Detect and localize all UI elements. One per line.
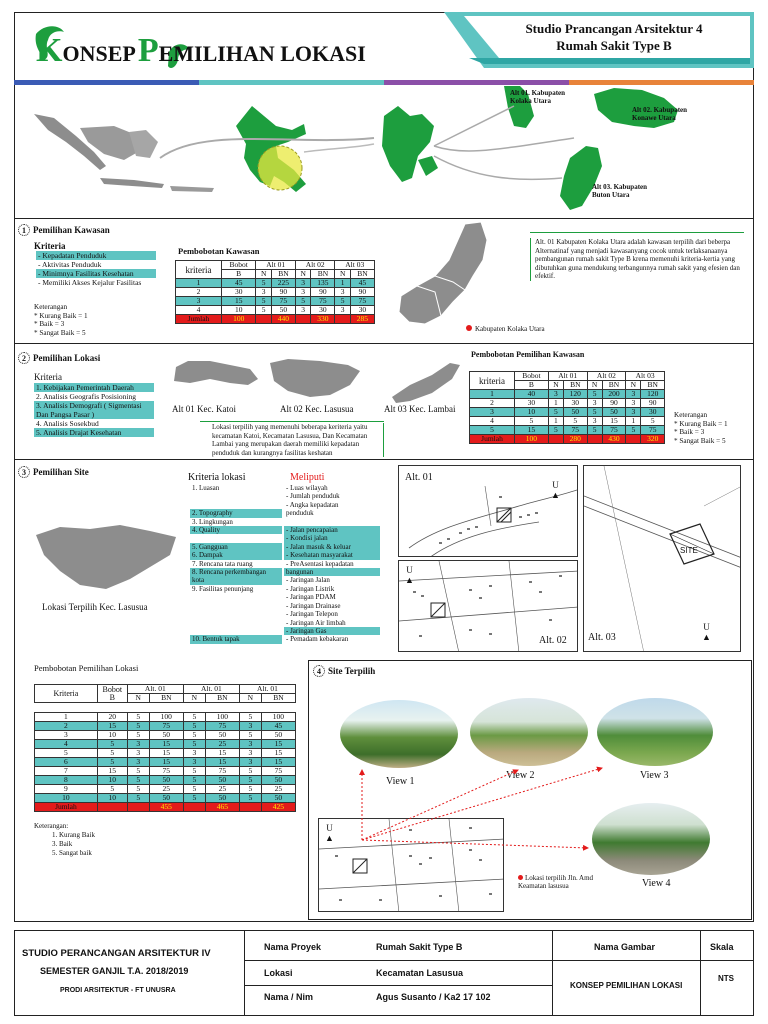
s2-alt03-label: Alt 03 Kec. Lambai [384,404,456,414]
s4-keterangan: Keterangan: 1. Kurang Baik 3. Baik 5. Sangat baik [34,822,95,857]
tb-divider [244,960,552,961]
site-caption: Lokasi terpilih Jln. Amd Keamatan lasusua [518,874,594,890]
table-row: 8 10 5 50 5 50 5 50 [35,776,296,785]
alt03-label: Alt. 03 [588,632,616,643]
section-2-title: 2 Pemilihan Lokasi [18,352,100,364]
table-row: 10 10 5 50 5 50 5 50 [35,794,296,803]
tb-divider [552,930,553,1016]
s2-alt02-label: Alt 02 Kec. Lasusua [280,404,354,414]
view4-photo [592,803,710,875]
tb-nama-gambar: KONSEP PEMILIHAN LOKASI [570,981,683,990]
s3-meliputi-list: - Luas wilayah - Jumlah penduduk - Angka kepadatan penduduk - Jalan pencapaian - Kondisi jalan - Jalan masuk & keluar - Kesehatan masyarakat - PreAsentasi kepadatan bangunan - Jaringan Jalan - Jaringan Listrik - Jaringan PDAM - Jaringan Drainase - Jaringan Telepon - Jaringan Air limbah - Jaringan Gas - Pemadam kebakaran [284,484,380,644]
location-dot-icon [466,325,472,331]
s1-table: kriteria Bobot Alt 01 Alt 02 Alt 03 B N BN N BN N BN 1 45 5 225 3 135 1 45 2 30 3 90 3 90 3 90 3 15 5 75 5 75 5 75 4 10 5 50 3 30 3 30 Jumlah 100 440 330 285 [175,260,375,324]
kecamatan-maps [170,355,470,405]
tb-semester: SEMESTER GANJIL T.A. 2018/2019 [40,966,189,976]
alt03-site-map [583,465,741,652]
s4table-title: Pembobotan Pemilihan Lokasi [34,663,139,673]
s1-table-title: Pembobotan Kawasan [178,246,260,256]
view1-label: View 1 [386,776,415,787]
label-alt03-region: Alt 03. Kabupaten Buton Utara [592,183,648,199]
table-row: 6 5 3 15 3 15 3 15 [35,758,296,767]
s3-kriteria-list: 1. Luasan 2. Topography 3. Lingkungan 4. Quality 5. Gangguan 6. Dampak 7. Rencana tata ruang 8. Rencana perkembangan kota 9. Fasilitas penunjang 10. Bentuk tapak [190,484,282,644]
tb-skala-label: Skala [710,942,734,952]
s2-table: kriteria Bobot Alt 01 Alt 02 Alt 03 B N BN N BN N BN 1 40 3 120 5 200 3 120 2 30 1 30 3 90 3 90 3 10 5 50 5 50 3 30 4 5 1 5 3 15 1 5 5 15 5 75 5 75 5 75 Jumlah 100 280 430 320 [469,371,665,444]
header [14,12,754,82]
view-arrows [318,740,608,870]
kolaka-utara-map [395,220,525,338]
tb-nama-nim: Agus Susanto / Ka2 17 102 [376,992,491,1002]
section-3-title: 3 Pemilihan Site [18,466,89,478]
table-row: 3 10 5 50 5 50 5 50 [35,731,296,740]
table-total-row: Jumlah 100 280 430 320 [470,435,665,444]
s2-paragraph: Lokasi terpilih yang memenuhi beberapa keriteria yaitu kecamatan Katoi, Kecamatan Lasusua, Dan Kecamatan Lambai yang merupakan daerah memiliki kepadatan penduduk dan kurangnya fasilitas keshatan [212,423,384,457]
s2-kriteria-title: Kriteria [34,372,62,382]
section-1-title: 1 Pemilihan Kawasan [18,224,110,236]
north-arrow-icon: U ▲ [702,622,711,642]
s2-accent-line [200,421,384,422]
alt01-label: Alt. 01 [405,472,433,483]
divider-3 [14,459,754,460]
table-row: 4 10 5 50 3 30 3 30 [176,306,375,315]
view3-photo [597,698,713,766]
table-row: 2 30 1 30 3 90 3 90 [470,399,665,408]
alt02-label: Alt. 02 [539,635,567,646]
s1-paragraph: Alt. 01 Kabupaten Kolaka Utara adalah kawasan terpilih dari beberpa Alternatinaf yang menjadi kawasanyang cocok untuk terlaksanaanya pembangunan rumah sakit Type B krena memenuhi kriteria-kertia yang dibutuhkan guna mendukung terbangunnya rumah sakit yang efesien dan efektif. [530,238,742,281]
label-alt01-region: Alt 01. Kabupaten Kolaka Utara [510,89,566,105]
tb-lokasi-label: Lokasi [264,968,293,978]
s1-kriteria-list: - Kepadatan Penduduk - Aktivitas Penduduk - Minimnya Fasilitas Kesehatan - Memiliki Akses Kejalur Fasilitas [36,251,156,287]
kolaka-caption: Kabupaten Kolaka Utara [466,325,545,333]
s3-meliputi-title: Meliputi [290,472,325,483]
table-row: 9 5 5 25 5 25 5 25 [35,785,296,794]
studio-title: Studio Prancangan Arsitektur 4 Rumah Sakit Type B [525,21,703,53]
tb-nama-proyek-label: Nama Proyek [264,942,322,952]
north-arrow-icon: U ▲ [325,823,334,843]
s1-accent-line [530,232,744,233]
site-label: SITE [680,546,698,555]
tb-nama-gambar-label: Nama Gambar [594,942,656,952]
table-total-row: Jumlah 100 440 330 285 [176,315,375,324]
alt03-map-drawing [584,466,741,652]
table-row: 5 15 5 75 5 75 5 75 [470,426,665,435]
s2-kriteria-list: 1. Kebijakan Pemerintah Daerah 2. Analisis Geografis Posisioning 3. Analisis Demografi ( Sigmentasi Dan Pangsa Pasar ) 4. Analisis Sosekbud 5. Analisis Drajat Kesehatan [34,383,154,437]
view2-label: View 2 [506,770,535,781]
table-row: 7 15 5 75 5 75 5 75 [35,767,296,776]
s3-kriteria-title: Kriteria lokasi [188,472,246,483]
lasusua-map [30,515,180,595]
tb-skala: NTS [718,974,734,983]
north-arrow-icon: U ▲ [551,480,560,500]
alt02-site-map [398,560,578,652]
table-row: 3 10 5 50 5 50 3 30 [470,408,665,417]
table-row: 5 5 3 15 3 15 3 15 [35,749,296,758]
s4-table: Kriteria Bobot B Alt. 01 Alt. 01 Alt. 01 N BN N BN N BN 1 20 5 100 5 100 5 100 2 15 5 75 5 75 3 45 3 10 5 50 5 50 5 50 4 5 3 15 5 25 3 15 5 5 3 15 3 15 3 15 6 5 3 15 3 15 3 15 7 15 5 75 5 75 5 75 8 10 5 50 5 50 5 50 9 5 5 25 5 25 5 25 10 10 5 50 5 50 5 50 Jumlah 455 465 425 [34,684,296,812]
tb-divider [700,930,701,1016]
divider-2 [14,343,754,344]
s1-keterangan: Keterangan * Kurang Baik = 1 * Baik = 3 * Sangat Baik = 5 [34,303,88,337]
tb-divider [552,960,754,961]
table-row: 2 15 5 75 5 75 3 45 [35,722,296,731]
north-arrow-icon: U ▲ [405,565,414,585]
table-row: 1 40 3 120 5 200 3 120 [470,390,665,399]
lasusua-caption: Lokasi Terpilih Kec. Lasusua [42,602,148,612]
tb-nama-nim-label: Nama / Nim [264,992,314,1002]
table-row: 4 5 3 15 5 25 3 15 [35,740,296,749]
color-bar [14,80,754,85]
tb-studio: STUDIO PERANCANGAN ARSITEKTUR IV [22,948,211,959]
page-title: KONSEPPEMILIHAN LOKASI [36,32,366,69]
view3-label: View 3 [640,770,669,781]
tb-divider [244,985,552,986]
alt01-site-map [398,465,578,557]
tb-divider [244,930,245,1016]
label-alt02-region: Alt 02. Kabupaten Konawe Utara [632,106,688,122]
table-total-row: Jumlah 455 465 425 [35,803,296,812]
table-row: 1 20 5 100 5 100 5 100 [35,713,296,722]
view4-label: View 4 [642,878,671,889]
divider-1 [14,218,754,219]
table-row: 3 15 5 75 5 75 5 75 [176,297,375,306]
table-row: 2 30 3 90 3 90 3 90 [176,288,375,297]
tb-nama-proyek: Rumah Sakit Type B [376,942,463,952]
s2-table-title: Pembobotan Pemilihan Kawasan [471,350,585,359]
location-dot-icon [518,875,523,880]
s2-keterangan: Keterangan * Kurang Baik = 1 * Baik = 3 * Sangat Baik = 5 [674,411,728,445]
tb-lokasi: Kecamatan Lasusua [376,968,464,978]
s2-alt01-label: Alt 01 Kec. Katoi [172,404,236,414]
s1-kriteria-title: Kriteria [34,241,66,251]
tb-prodi: PRODI ARSITEKTUR - FT UNUSRA [60,987,176,994]
table-row: 4 5 1 5 3 15 1 5 [470,417,665,426]
table-row: 1 45 5 225 3 135 1 45 [176,279,375,288]
section-4-title: 4 Site Terpilih [313,665,375,677]
